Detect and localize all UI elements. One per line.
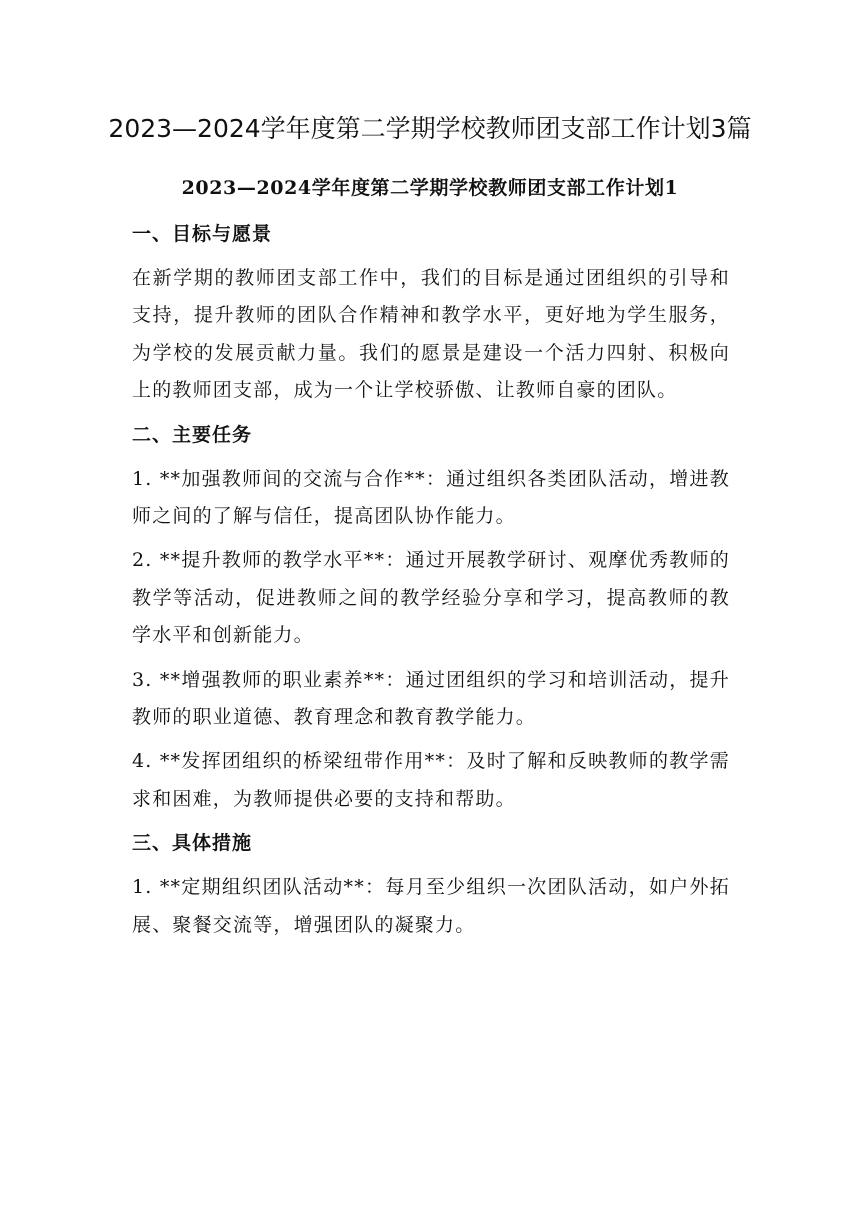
section-heading: 一、目标与愿景 [132, 223, 273, 245]
list-item: 1. **定期组织团队活动**：每月至少组织一次团队活动，如户外拓展、聚餐交流等，增强团队的凝聚力。 [132, 876, 730, 936]
section-measures [132, 825, 730, 944]
section-main-tasks [132, 417, 730, 819]
plan-subtitle: 2023—2024学年度第二学期学校教师团支部工作计划1 [181, 177, 679, 199]
document-title: 2023—2024学年度第二学期学校教师团支部工作计划3篇 [108, 114, 752, 143]
list-item: 3. **增强教师的职业素养**：通过团组织的学习和培训活动，提升教师的职业道德、教育理念和教育教学能力。 [132, 668, 730, 729]
list-item: 2. **提升教师的教学水平**：通过开展教学研讨、观摩优秀教师的教学等活动，促进教师之间的教学经验分享和学习，提高教师的教学水平和创新能力。 [132, 549, 730, 647]
list-item: 1. **加强教师间的交流与合作**：通过组织各类团队活动，增进教师之间的了解与信任，提高团队协作能力。 [132, 467, 730, 528]
list-item: 4. **发挥团组织的桥梁纽带作用**：及时了解和反映教师的教学需求和困难，为教师提供必要的支持和帮助。 [132, 750, 730, 810]
section-goals [132, 216, 730, 410]
document-body [132, 216, 730, 951]
paragraph: 在新学期的教师团支部工作中，我们的目标是通过团组织的引导和支持，提升教师的团队合作精神和教学水平，更好地为学生服务，为学校的发展贡献力量。我们的愿景是建设一个活力四射、积极向上的教师团支部，成为一个让学校骄傲、让教师自豪的团队。 [132, 267, 730, 402]
section-heading: 三、具体措施 [132, 832, 253, 855]
section-heading: 二、主要任务 [132, 423, 253, 446]
